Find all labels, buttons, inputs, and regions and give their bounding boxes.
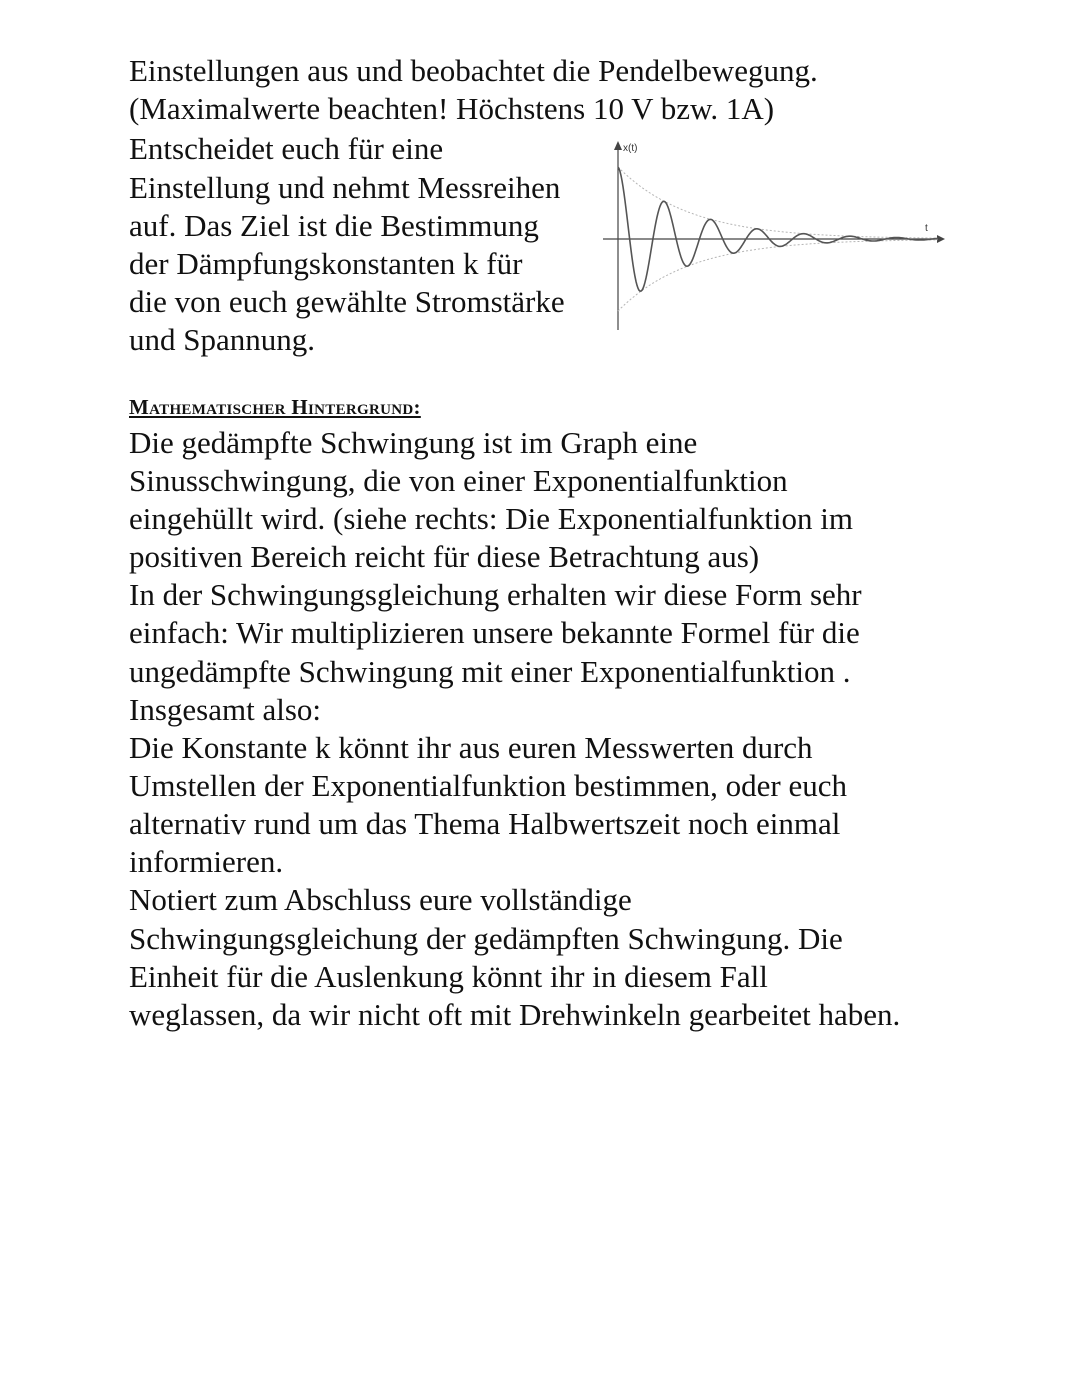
intro-line: (Maximalwerte beachten! Höchstens 10 V bzw. 1A): [129, 91, 775, 126]
section-heading-text: Mathematischer Hintergrund: [129, 395, 414, 419]
x-axis-arrow: [937, 235, 945, 243]
body-line: eingehüllt wird. (siehe rechts: Die Exponentialfunktion im: [129, 501, 854, 536]
body-line: einfach: Wir multiplizieren unsere bekannte Formel für die: [129, 615, 860, 650]
damped-oscillation-graph: [598, 138, 948, 333]
intro-line: Einstellung und nehmt Messreihen: [129, 170, 561, 205]
body-line: Einheit für die Auslenkung könnt ihr in diesem Fall: [129, 959, 768, 994]
body-line: ungedämpfte Schwingung mit einer Exponentialfunktion .: [129, 654, 851, 689]
body-line: alternativ rund um das Thema Halbwertszeit noch einmal: [129, 806, 841, 841]
section-heading: [129, 392, 421, 422]
section-heading-colon: :: [413, 395, 421, 419]
y-axis-label: x(t): [623, 143, 638, 154]
intro-line: die von euch gewählte Stromstärke: [129, 284, 565, 319]
body-line: Schwingungsgleichung der gedämpften Schwingung. Die: [129, 921, 843, 956]
x-axis-label: t: [925, 223, 928, 234]
body-line: In der Schwingungsgleichung erhalten wir diese Form sehr: [129, 577, 862, 612]
body-line: weglassen, da wir nicht oft mit Drehwinkeln gearbeitet haben.: [129, 997, 901, 1032]
body-line: Sinusschwingung, die von einer Exponentialfunktion: [129, 463, 788, 498]
body-line: Die gedämpfte Schwingung ist im Graph eine: [129, 425, 698, 460]
body-line: Notiert zum Abschluss eure vollständige: [129, 882, 632, 917]
intro-line: und Spannung.: [129, 322, 315, 357]
body-line: informieren.: [129, 844, 284, 879]
intro-line: Entscheidet euch für eine: [129, 131, 444, 166]
intro-line: der Dämpfungskonstanten k für: [129, 246, 523, 281]
body-line: Umstellen der Exponentialfunktion bestimmen, oder euch: [129, 768, 847, 803]
body-line: Die Konstante k könnt ihr aus euren Messwerten durch: [129, 730, 813, 765]
lower-envelope-curve: [618, 240, 938, 311]
body-line: positiven Bereich reicht für diese Betrachtung aus): [129, 539, 760, 574]
oscillation-curve: [618, 167, 938, 291]
body-line: Insgesamt also:: [129, 692, 321, 727]
y-axis-arrow: [614, 141, 622, 150]
intro-line: auf. Das Ziel ist die Bestimmung: [129, 208, 539, 243]
intro-line: Einstellungen aus und beobachtet die Pendelbewegung.: [129, 53, 818, 88]
